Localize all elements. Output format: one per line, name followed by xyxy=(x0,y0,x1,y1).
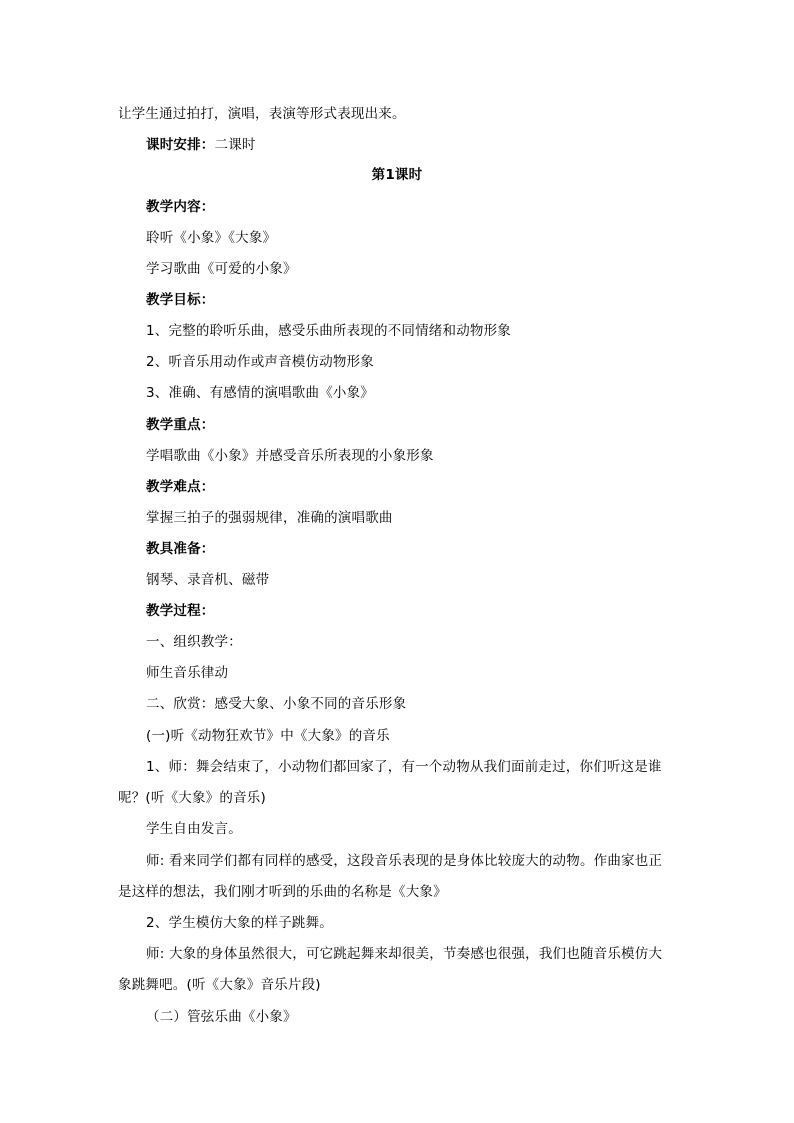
item-2: 2、学生模仿大象的样子跳舞。 xyxy=(146,915,333,931)
content-item-2: 学习歌曲《可爱的小象》 xyxy=(146,261,297,277)
schedule-label: 课时安排： xyxy=(146,137,215,153)
teacher-1-line-1: 师: 看来同学们都有同样的感受，这段音乐表现的是身体比较庞大的动物。作曲家也正 xyxy=(146,853,663,869)
lesson-title: 第1课时 xyxy=(371,167,423,183)
key-label: 教学重点： xyxy=(146,417,215,433)
process-label: 教学过程： xyxy=(146,603,215,619)
goal-item-2: 2、听音乐用动作或声音模仿动物形象 xyxy=(146,354,374,370)
step-1-text: 师生音乐律动 xyxy=(146,665,229,681)
key-text: 学唱歌曲《小象》并感受音乐所表现的小象形象 xyxy=(146,448,434,464)
sub-section-2-heading: （二）管弦乐曲《小象》 xyxy=(146,1009,297,1025)
step-1-heading: 一、组织教学： xyxy=(146,634,242,650)
teacher-2-line-2: 象跳舞吧。(听《大象》音乐片段) xyxy=(118,977,321,993)
content-item-1: 聆听《小象》《大象》 xyxy=(146,230,277,246)
goal-item-1: 1、完整的聆听乐曲，感受乐曲所表现的不同情绪和动物形象 xyxy=(146,323,511,339)
teacher-2-line-1: 师: 大象的身体虽然很大，可它跳起舞来却很美，节奏感也很强，我们也随音乐模仿大 xyxy=(146,946,663,962)
content-label: 教学内容： xyxy=(146,199,215,215)
tools-text: 钢琴、录音机、磁带 xyxy=(146,572,270,588)
student-speak: 学生自由发言。 xyxy=(146,821,242,837)
goals-label: 教学目标： xyxy=(146,292,215,308)
tools-label: 教具准备： xyxy=(146,541,215,557)
schedule-value: 二课时 xyxy=(214,137,256,153)
sub-section-1-heading: (一)听《动物狂欢节》中《大象》的音乐 xyxy=(146,728,390,744)
difficulty-text: 掌握三拍子的强弱规律，准确的演唱歌曲 xyxy=(146,510,393,526)
intro-line: 让学生通过拍打，演唱，表演等形式表现出来。 xyxy=(118,106,406,122)
item-1-line-2: 呢？(听《大象》的音乐) xyxy=(118,790,266,806)
teacher-1-line-2: 是这样的想法，我们刚才听到的乐曲的名称是《大象》 xyxy=(118,884,447,900)
item-1-line-1: 1、师：舞会结束了，小动物们都回家了，有一个动物从我们面前走过，你们听这是谁 xyxy=(146,759,662,775)
schedule-line xyxy=(146,136,256,154)
goal-item-3: 3、准确、有感情的演唱歌曲《小象》 xyxy=(146,385,374,401)
difficulty-label: 教学难点： xyxy=(146,479,215,495)
step-2-heading: 二、欣赏：感受大象、小象不同的音乐形象 xyxy=(146,696,407,712)
